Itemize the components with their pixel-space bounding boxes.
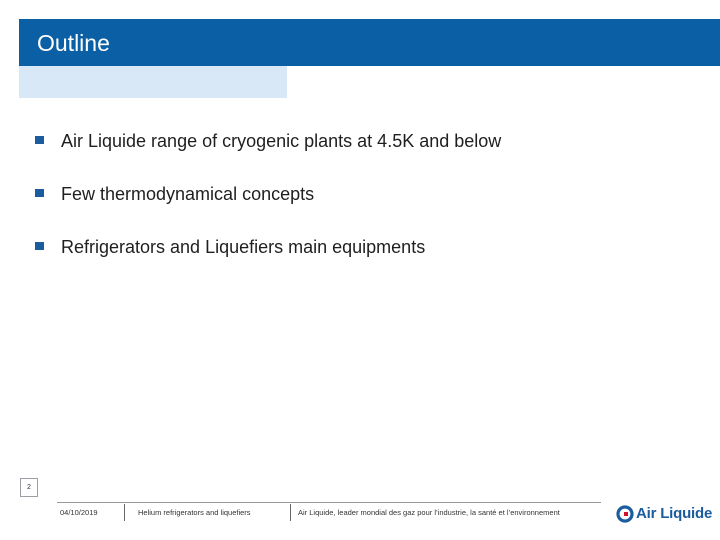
- slide-title: Outline: [37, 30, 110, 56]
- bullet-item: [35, 234, 501, 287]
- bullet-text: Air Liquide range of cryogenic plants at 4.5K and below: [61, 131, 502, 151]
- footer-tagline: Air Liquide, leader mondial des gaz pour l’industrie, la santé et l’environnement: [298, 508, 560, 517]
- bullet-list: [35, 128, 501, 287]
- title-accent-block: [19, 66, 287, 98]
- air-liquide-logo-icon: [616, 505, 634, 523]
- page-number: 2: [20, 478, 38, 497]
- square-bullet-icon: [35, 242, 44, 250]
- bullet-text: Few thermodynamical concepts: [61, 184, 315, 204]
- air-liquide-logo: [616, 503, 713, 525]
- footer-subject: Helium refrigerators and liquefiers: [138, 508, 251, 517]
- footer-divider: [57, 502, 601, 503]
- square-bullet-icon: [35, 189, 44, 197]
- footer-separator: [124, 504, 125, 521]
- bullet-item: [35, 128, 501, 181]
- bullet-item: [35, 181, 501, 234]
- bullet-text: Refrigerators and Liquefiers main equipments: [61, 237, 426, 257]
- square-bullet-icon: [35, 136, 44, 144]
- logo-text: Air Liquide: [636, 505, 713, 522]
- footer-separator: [290, 504, 291, 521]
- footer-date: 04/10/2019: [60, 508, 98, 517]
- title-bar: [19, 19, 720, 66]
